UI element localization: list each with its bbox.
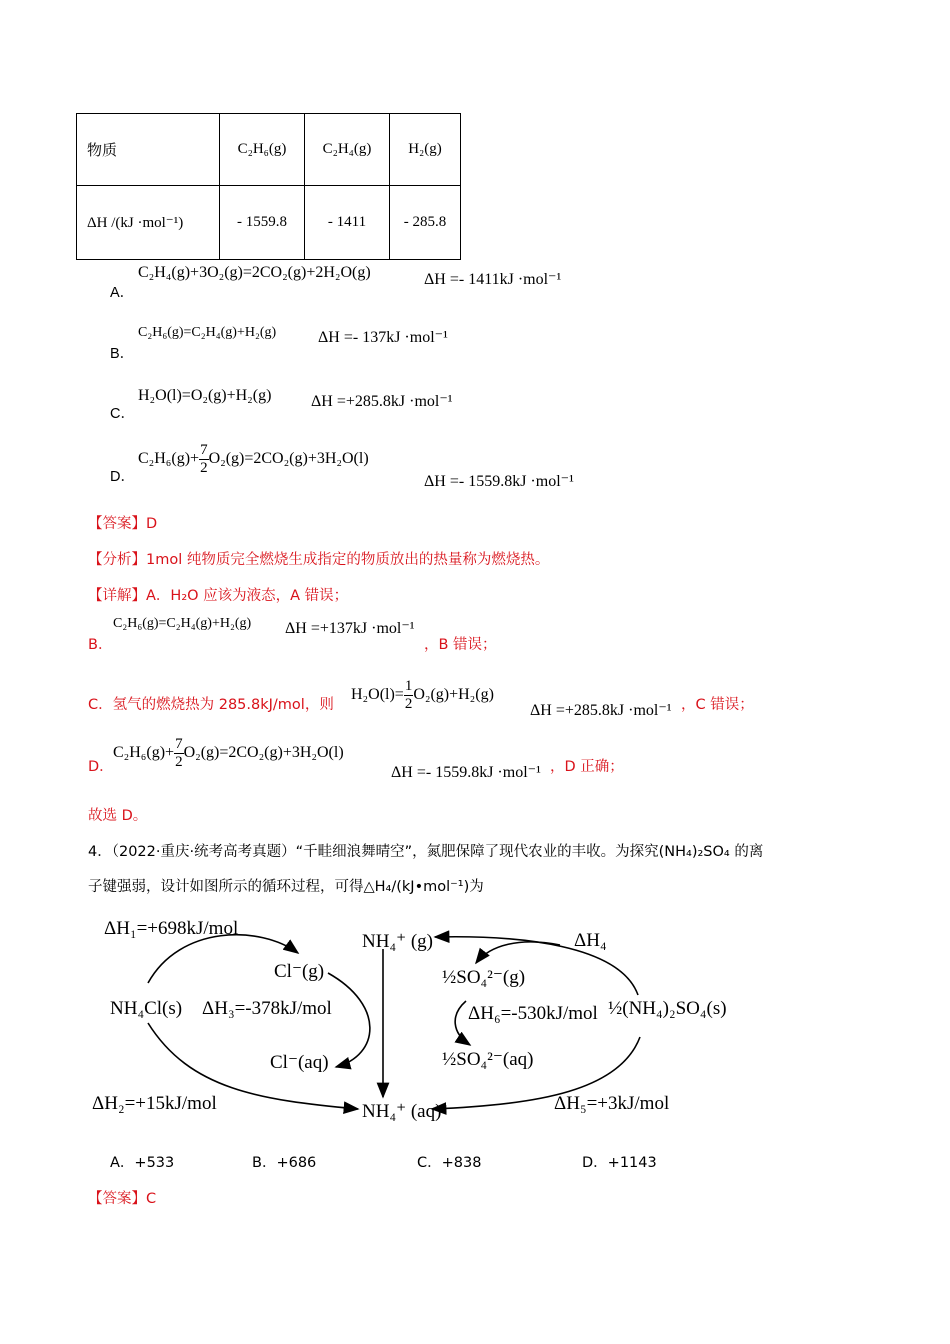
detail-c-eq-b: O₂(g)+H₂(g) [413, 686, 494, 704]
detail-b-dh: ΔH =+137kJ ·mol⁻¹ [285, 620, 415, 637]
label-dh5: ΔH₅=+3kJ/mol [554, 1093, 670, 1114]
choice-c: C．+838 [417, 1155, 482, 1171]
table-header-h2: H₂(g) [390, 114, 461, 186]
table-header-substance: 物质 [77, 114, 220, 186]
label-nh4-aq: NH₄⁺ (aq) [362, 1101, 442, 1122]
option-d-eq-a: C₂H₆(g)+ [138, 450, 200, 468]
detail-d-tail: ，D 正确； [550, 759, 624, 775]
detail-a: 【详解】A．H₂O 应该为液态，A 错误； [88, 588, 349, 604]
detail-c-dh: ΔH =+285.8kJ ·mol⁻¹ [530, 702, 672, 719]
detail-c-eq-a: H₂O(l)= [351, 686, 404, 704]
option-d-dh: ΔH =- 1559.8kJ ·mol⁻¹ [424, 473, 574, 490]
option-d-eq-b: O₂(g)=2CO₂(g)+3H₂O(l) [208, 450, 369, 468]
label-dh3: ΔH₃=-378kJ/mol [202, 998, 332, 1019]
arrow-to-so4g [476, 942, 560, 963]
table-cell-h2: - 285.8 [390, 186, 461, 260]
option-b-label: B． [110, 346, 135, 362]
detail-d-dh: ΔH =- 1559.8kJ ·mol⁻¹ [391, 764, 541, 781]
label-dh2: ΔH₂=+15kJ/mol [92, 1093, 217, 1114]
q4-line-2: 子键强弱，设计如图所示的循环过程，可得△H₄/(kJ•mol⁻¹)为 [88, 879, 484, 895]
analysis: 【分析】1mol 纯物质完全燃烧生成指定的物质放出的热量称为燃烧热。 [88, 552, 550, 568]
arrow-dh3 [328, 973, 370, 1067]
detail-c-fraction: $\frac{1}{2}$ [404, 678, 413, 712]
detail-d-label: D． [88, 759, 114, 775]
detail-c-equation [351, 679, 494, 712]
label-dh6: ΔH₆=-530kJ/mol [468, 1003, 598, 1024]
table-cell-c2h6: - 1559.8 [220, 186, 305, 260]
table-header-c2h4: C₂H₄(g) [305, 114, 390, 186]
option-a-label: A． [110, 285, 135, 301]
detail-d-equation [113, 737, 344, 770]
option-d-equation [138, 443, 369, 476]
answer-2: 【答案】C [88, 1191, 157, 1207]
conclusion: 故选 D。 [88, 808, 148, 824]
detail-d-eq-b: O₂(g)=2CO₂(g)+3H₂O(l) [183, 744, 344, 762]
label-nh4so4-solid: ½(NH₄)₂SO₄(s) [608, 998, 727, 1019]
table-cell-c2h4: - 1411 [305, 186, 390, 260]
option-a-equation: C₂H₄(g)+3O₂(g)=2CO₂(g)+2H₂O(g) [138, 264, 371, 281]
detail-d-eq-a: C₂H₆(g)+ [113, 744, 175, 762]
label-dh4: ΔH₄ [574, 930, 607, 951]
label-nh4-gas: NH₄⁺ (g) [362, 931, 433, 952]
label-dh1: ΔH₁=+698kJ/mol [104, 918, 239, 939]
table-row-label: ΔH /(kJ ·mol⁻¹) [77, 186, 220, 260]
detail-b-tail: ，B 错误； [424, 637, 497, 653]
q4-line-1: 4．（2022·重庆·统考高考真题）“千畦细浪舞晴空”，氮肥保障了现代农业的丰收。为探究(NH₄)₂SO₄ 的离 [88, 844, 764, 860]
choice-b: B．+686 [252, 1155, 317, 1171]
detail-b-equation: C₂H₆(g)=C₂H₄(g)+H₂(g) [113, 616, 252, 631]
enthalpy-table [76, 113, 461, 260]
option-d-label: D． [110, 469, 135, 485]
option-b-equation: C₂H₆(g)=C₂H₄(g)+H₂(g) [138, 325, 277, 340]
option-c-label: C． [110, 406, 135, 422]
label-cl-aq: Cl⁻(aq) [270, 1052, 329, 1073]
detail-c-label: C．氢气的燃烧热为 285.8kJ/mol，则 [88, 697, 334, 713]
choice-a: A．+533 [110, 1155, 175, 1171]
label-so4-aq: ½SO₄²⁻(aq) [442, 1049, 534, 1070]
answer-1: 【答案】D [88, 516, 158, 532]
detail-c-tail: ，C 错误； [681, 697, 754, 713]
choice-d: D．+1143 [582, 1155, 657, 1171]
label-nh4cl-solid: NH₄Cl(s) [110, 998, 183, 1019]
table-header-c2h6: C₂H₆(g) [220, 114, 305, 186]
option-c-dh: ΔH =+285.8kJ ·mol⁻¹ [311, 393, 453, 410]
detail-b-label: B． [88, 637, 113, 653]
detail-d-fraction: $\frac{7}{2}$ [175, 736, 183, 770]
option-a-dh: ΔH =- 1411kJ ·mol⁻¹ [424, 271, 562, 288]
label-cl-gas: Cl⁻(g) [274, 961, 325, 982]
label-so4-gas: ½SO₄²⁻(g) [442, 967, 526, 988]
option-c-equation: H₂O(l)=O₂(g)+H₂(g) [138, 387, 272, 404]
option-b-dh: ΔH =- 137kJ ·mol⁻¹ [318, 329, 448, 346]
option-d-fraction: $\frac{7}{2}$ [200, 442, 208, 476]
